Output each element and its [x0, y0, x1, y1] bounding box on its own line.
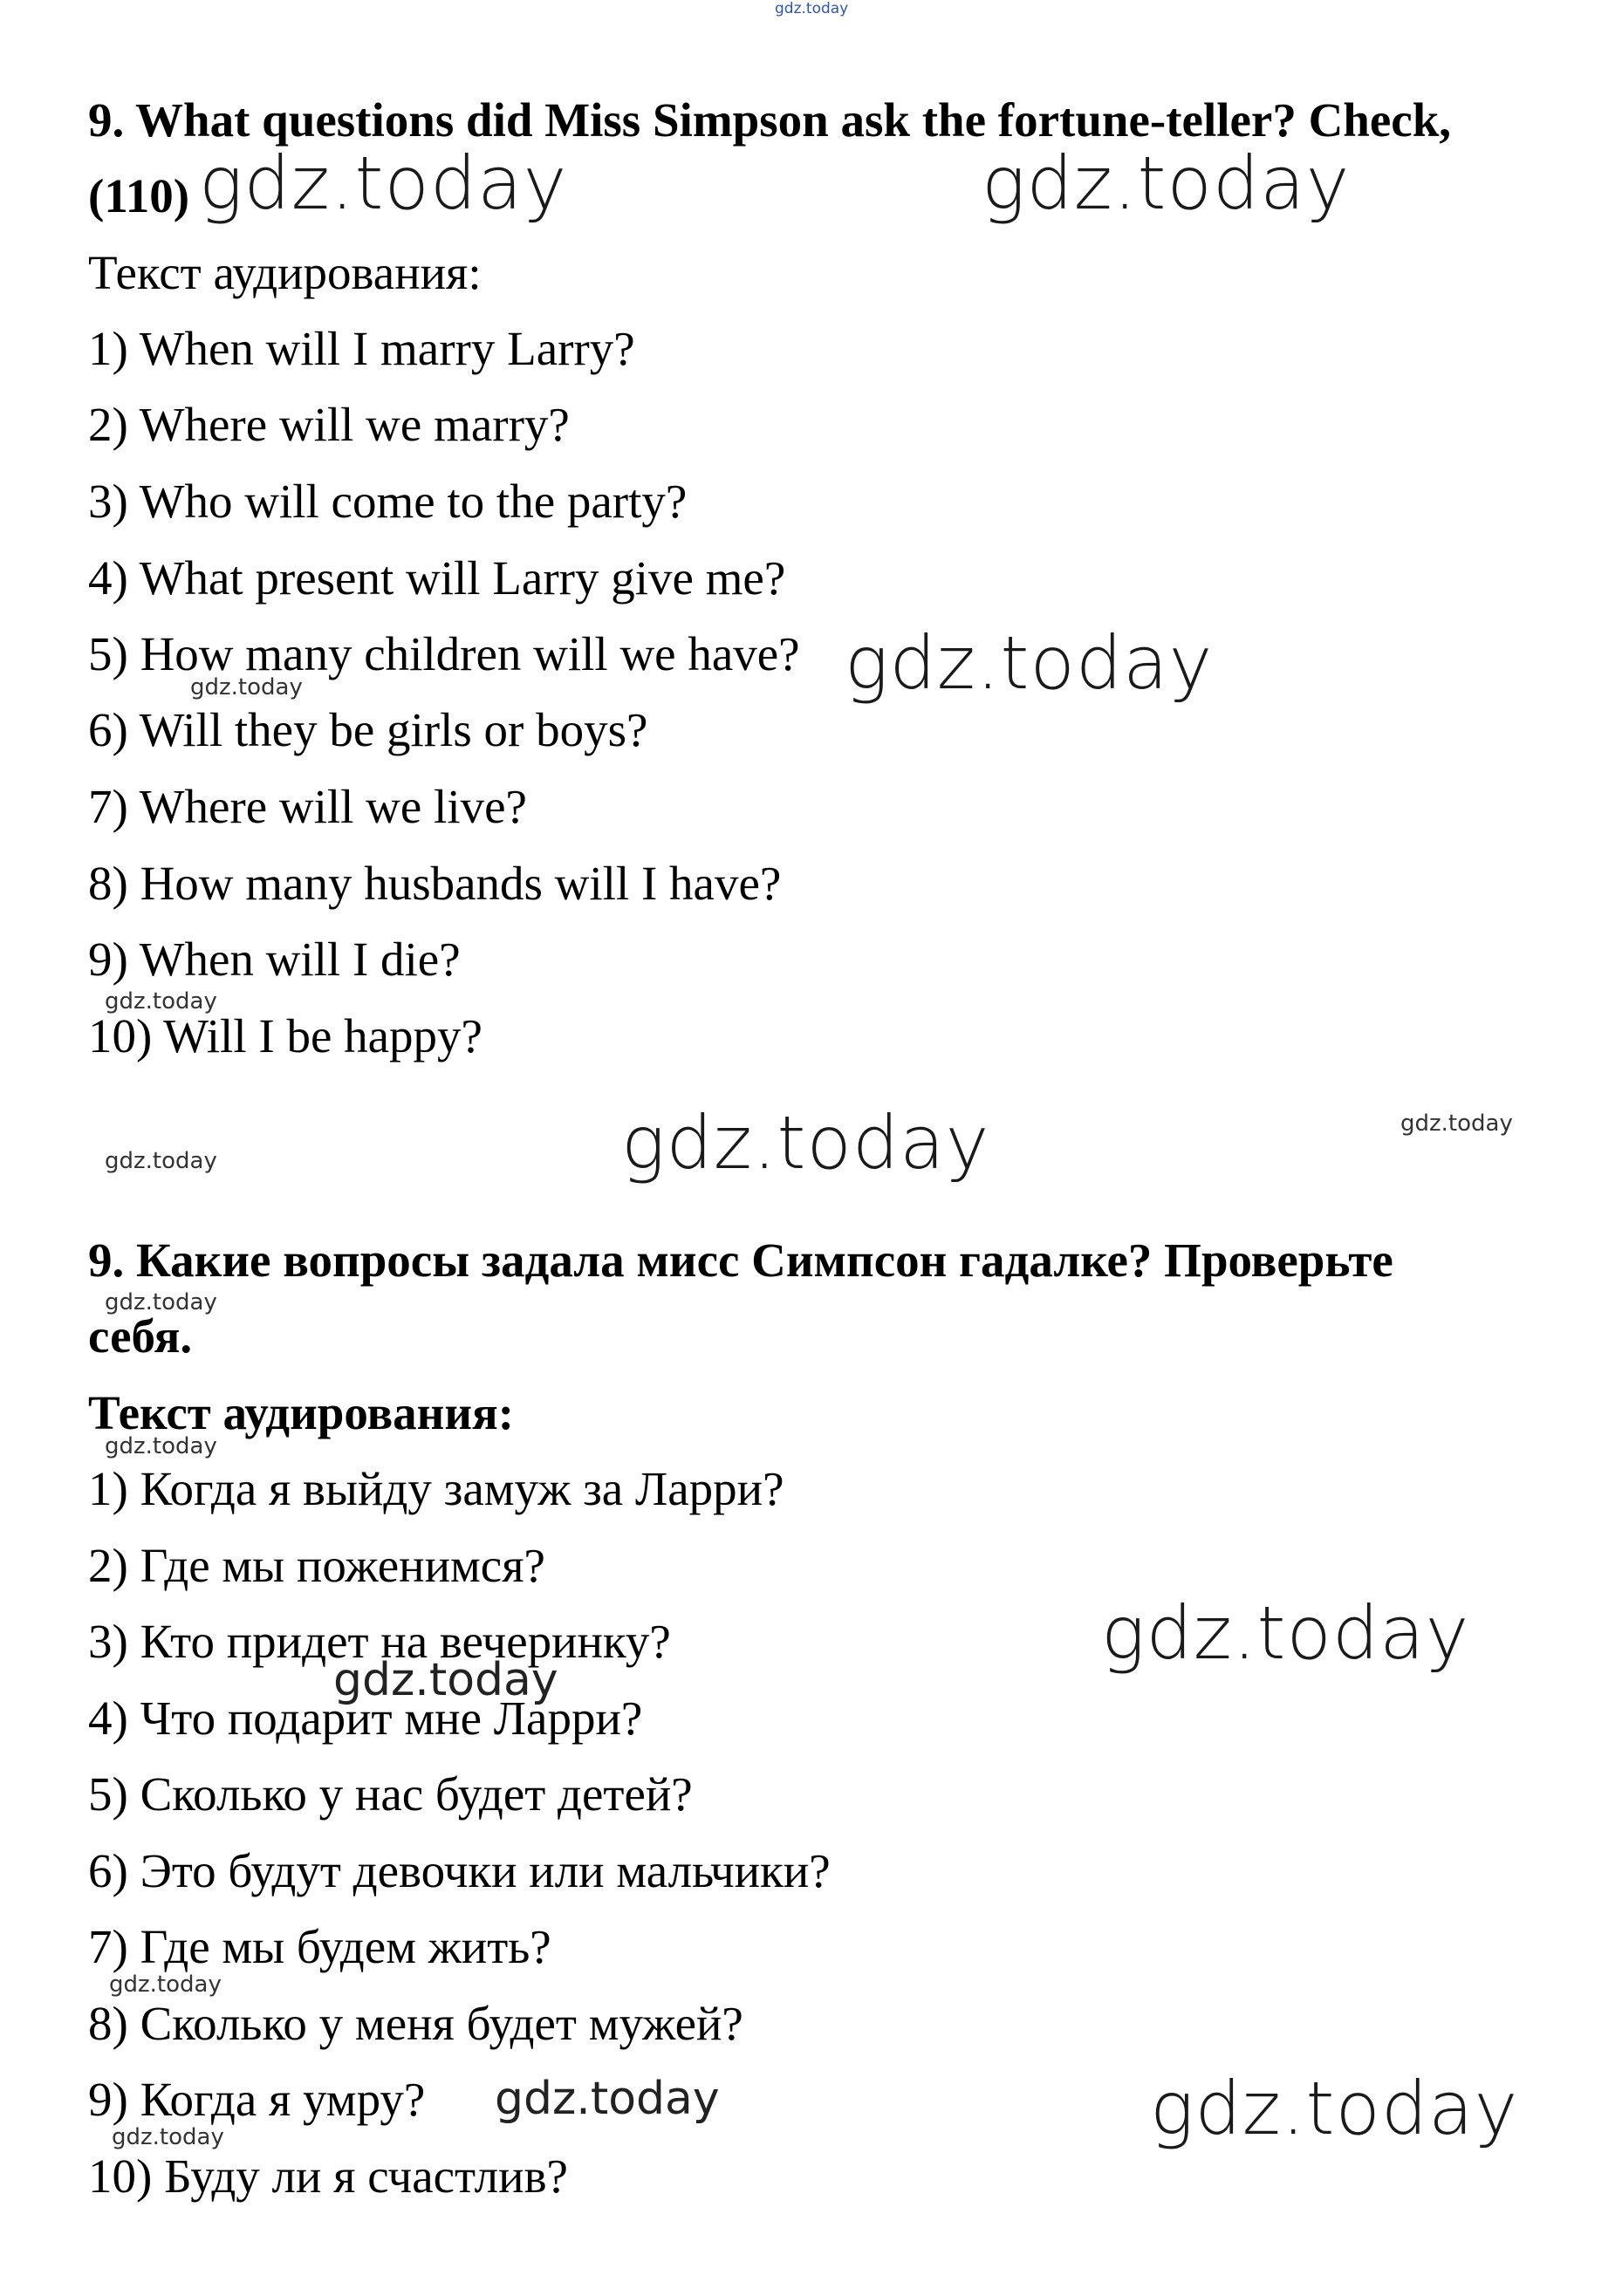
ru-question-3: 3) Кто придет на вечеринку?: [88, 1615, 671, 1668]
watermark: gdz.today: [1150, 2066, 1519, 2151]
ru-question-4: 4) Что подарит мне Ларри?: [88, 1691, 643, 1745]
watermark: gdz.today: [105, 988, 217, 1015]
watermark: gdz.today: [495, 2073, 720, 2125]
watermark: gdz.today: [105, 1433, 217, 1459]
ru-question-7: 7) Где мы будем жить?: [88, 1920, 551, 1973]
en-question-2: 2) Where will we marry?: [88, 398, 570, 451]
ru-question-5: 5) Сколько у нас будет детей?: [88, 1767, 693, 1821]
watermark: gdz.today: [333, 1654, 558, 1706]
ru-question-9: 9) Когда я умру?: [88, 2073, 426, 2126]
en-question-4: 4) What present will Larry give me?: [88, 551, 786, 605]
watermark: gdz.today: [845, 620, 1214, 706]
watermark: gdz.today: [982, 140, 1351, 226]
watermark: gdz.today: [190, 674, 303, 700]
ru-question-10: 10) Буду ли я счастлив?: [88, 2149, 568, 2203]
ru-subheading: Текст аудирования:: [88, 1386, 515, 1439]
en-question-9: 9) When will I die?: [88, 933, 461, 986]
en-question-3: 3) Who will come to the party?: [88, 475, 688, 528]
en-question-5: 5) How many children will we have?: [88, 627, 800, 680]
watermark: gdz.today: [199, 140, 568, 226]
ru-question-6: 6) Это будут девочки или мальчики?: [88, 1844, 831, 1897]
watermark: gdz.today: [621, 1100, 990, 1186]
ru-question-2: 2) Где мы поженимся?: [88, 1539, 545, 1592]
en-question-1: 1) When will I marry Larry?: [88, 322, 635, 375]
ru-question-8: 8) Сколько у меня будет мужей?: [88, 1997, 743, 2050]
en-question-7: 7) Where will we live?: [88, 780, 527, 833]
watermark: gdz.today: [105, 1148, 217, 1174]
ru-question-1: 1) Когда я выйду замуж за Ларри?: [88, 1462, 784, 1515]
en-question-6: 6) Will they be girls or boys?: [88, 703, 648, 756]
watermark: gdz.today: [1101, 1590, 1470, 1676]
watermark: gdz.today: [109, 1971, 222, 1998]
en-question-10: 10) Will I be happy?: [88, 1009, 482, 1063]
watermark: gdz.today: [775, 0, 849, 17]
en-question-8: 8) How many husbands will I have?: [88, 857, 782, 910]
watermark: gdz.today: [112, 2124, 224, 2150]
en-subheading: Текст аудирования:: [88, 246, 482, 299]
watermark: gdz.today: [1400, 1110, 1513, 1137]
watermark: gdz.today: [105, 1289, 217, 1315]
ru-heading-line-2: себя.: [88, 1309, 193, 1363]
en-heading-line-2: (110): [88, 169, 190, 222]
ru-heading-line-1: 9. Какие вопросы задала мисс Симпсон гадалке? Проверьте: [88, 1233, 1393, 1287]
en-heading-line-1: 9. What questions did Miss Simpson ask the fortune-teller? Check,: [88, 93, 1452, 147]
